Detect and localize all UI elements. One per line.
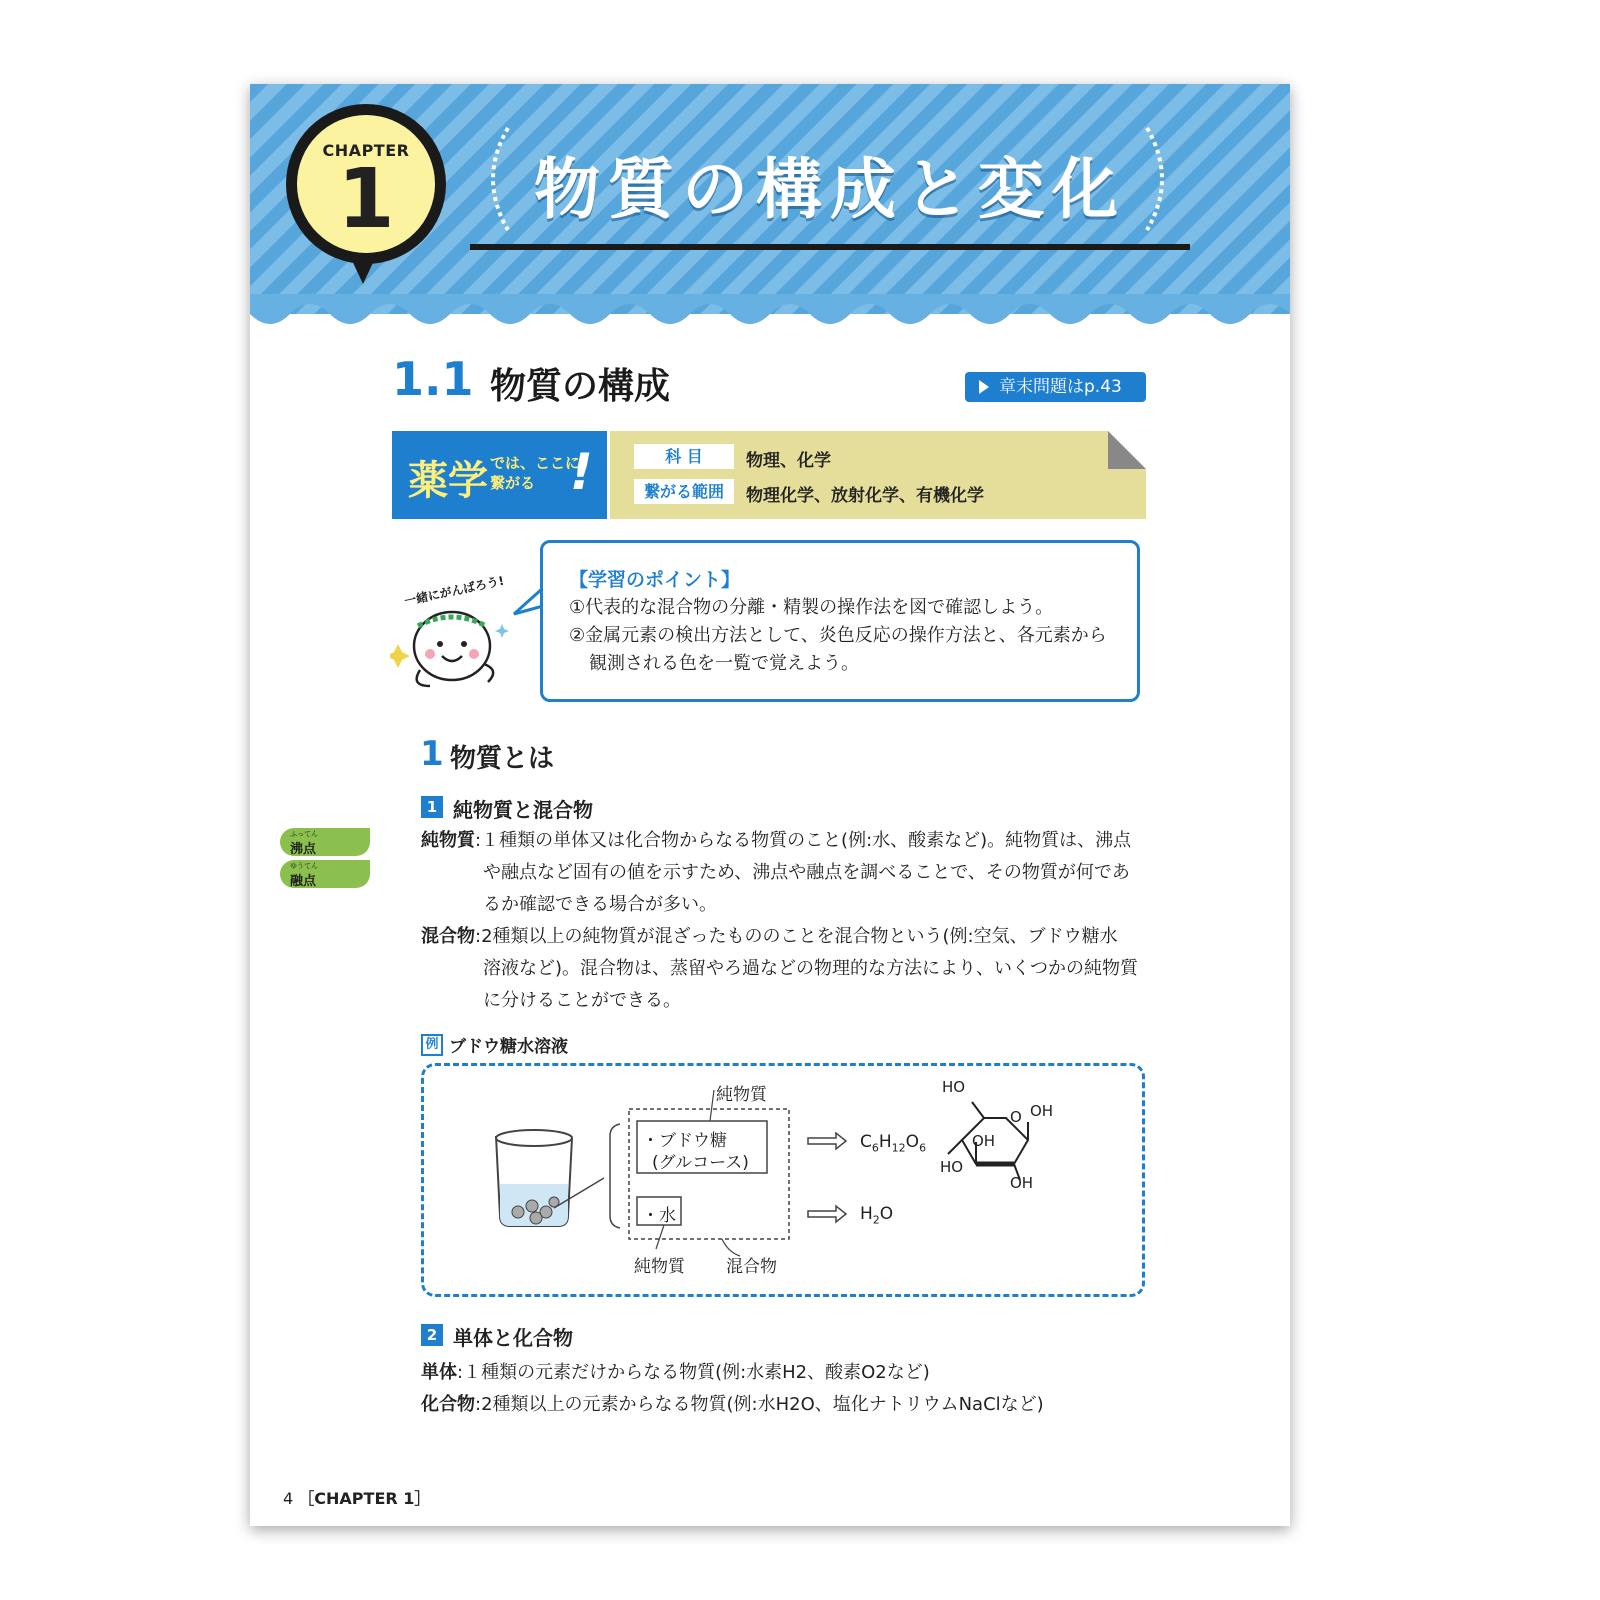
example-diagram <box>421 1063 1145 1297</box>
label-mixture-bottom: 混合物 <box>726 1257 777 1277</box>
chapter-badge <box>286 104 446 264</box>
definition-mixture <box>421 922 1118 948</box>
struct-label: HO <box>942 1078 966 1096</box>
term-element: 単体 <box>421 1362 457 1383</box>
struct-label: OH <box>1010 1174 1034 1192</box>
compound-text: :2種類以上の元素からなる物質(例:水H2O、塩化ナトリウムNaClなど) <box>475 1394 1044 1415</box>
term-pure: 純物質 <box>421 830 475 851</box>
learning-points-box <box>540 540 1140 702</box>
side-term-ruby: ふってん <box>290 830 318 838</box>
topic-number: 1 <box>420 734 444 774</box>
footer-chapter: ［CHAPTER 1］ <box>298 1489 431 1508</box>
element-text: :１種類の元素だけからなる物質(例:水素H2、酸素O2など) <box>457 1362 930 1383</box>
side-term-word: 融点 <box>290 874 317 889</box>
term-mixture: 混合物 <box>421 926 475 947</box>
arrow-right-icon <box>808 1133 846 1149</box>
arrow-right-icon <box>808 1206 846 1222</box>
pharmacy-banner <box>392 431 607 519</box>
subsection-number: 2 <box>421 1324 443 1346</box>
example-title: ブドウ糖水溶液 <box>449 1037 568 1057</box>
glucose-line1: ・ブドウ糖 <box>642 1131 727 1151</box>
struct-label: O <box>1010 1108 1022 1126</box>
side-term-tag <box>280 828 370 856</box>
learning-point-line: 観測される色を一覧で覚えよう。 <box>589 653 859 674</box>
mixture-line: 溶液など)。混合物は、蒸留やろ過などの物理的な方法により、いくつかの純物質 <box>483 958 1139 979</box>
panel-fold-shadow <box>1108 431 1146 469</box>
struct-label: OH <box>972 1132 996 1150</box>
mascot-speech: 一緒にがんばろう! <box>403 574 506 609</box>
side-term-ruby: ゆうてん <box>290 862 318 870</box>
subsection-title: 単体と化合物 <box>453 1326 573 1350</box>
definition-compound <box>421 1390 1044 1416</box>
learning-point-line: ②金属元素の検出方法として、炎色反応の操作方法と、各元素から <box>569 625 1107 646</box>
section-title: 物質の構成 <box>490 366 671 407</box>
glucose-line2: (グルコース) <box>652 1153 749 1173</box>
term-compound: 化合物 <box>421 1394 475 1415</box>
side-term-word: 沸点 <box>290 842 317 857</box>
struct-label: OH <box>1030 1102 1054 1120</box>
learning-points-heading: 【学習のポイント】 <box>569 569 741 591</box>
mixture-line: :2種類以上の純物質が混ざったもののことを混合物という(例:空気、ブドウ糖水 <box>475 926 1118 947</box>
banner-small-line2: 繋がる <box>490 474 536 492</box>
chapter-number: 1 <box>337 152 395 247</box>
formula-glucose: $C_6H_{12}O_6$ <box>860 1132 927 1155</box>
mixture-line: に分けることができる。 <box>483 990 681 1011</box>
subject-value: 物理、化学 <box>746 451 831 471</box>
example-diagram-art <box>424 1066 1144 1296</box>
chapter-title: 物質の構成と変化 <box>534 151 1126 228</box>
subsection-title: 純物質と混合物 <box>453 798 593 822</box>
banner-small-line1: では、ここに <box>490 454 581 472</box>
section-number: 1.1 <box>392 352 474 406</box>
page-footer <box>283 1486 430 1509</box>
scope-value: 物理化学、放射化学、有機化学 <box>746 486 984 506</box>
mascot-icon <box>390 574 520 694</box>
chapter-end-problems-link[interactable] <box>965 372 1146 402</box>
struct-label: HO <box>940 1158 964 1176</box>
label-pure-bottom: 純物質 <box>634 1257 685 1277</box>
play-arrow-icon <box>979 380 989 394</box>
pure-line: るか確認できる場合が多い。 <box>483 894 717 915</box>
banner-exclamation: ! <box>570 443 593 501</box>
chapter-label: CHAPTER <box>322 141 410 160</box>
scope-tag: 繋がる範囲 <box>634 479 734 504</box>
subsection-number: 1 <box>421 796 443 818</box>
left-bracket-icon <box>472 124 512 234</box>
textbook-page <box>250 84 1290 1526</box>
pure-line: や融点など固有の値を示すため、沸点や融点を調べることで、その物質が何であ <box>483 862 1130 883</box>
topic-title: 物質とは <box>450 744 555 774</box>
related-fields-panel <box>610 431 1146 519</box>
header-wave-edge <box>250 294 1290 334</box>
page-number: 4 <box>283 1489 294 1508</box>
learning-point-line: ①代表的な混合物の分離・精製の操作法を図で確認しよう。 <box>569 597 1054 618</box>
water-label: ・水 <box>642 1206 676 1226</box>
banner-small-text <box>490 453 580 493</box>
definition-pure <box>421 826 1131 852</box>
definition-element <box>421 1358 930 1384</box>
beaker-icon <box>496 1130 572 1226</box>
formula-water: $H_2O$ <box>860 1204 894 1227</box>
title-underline <box>470 244 1190 250</box>
label-pure-top: 純物質 <box>716 1085 767 1105</box>
subject-tag: 科 目 <box>634 444 734 469</box>
banner-big-text: 薬学 <box>408 458 488 504</box>
right-bracket-icon <box>1143 124 1183 234</box>
ref-button-label: 章末問題はp.43 <box>999 377 1122 397</box>
pure-line: :１種類の単体又は化合物からなる物質のこと(例:水、酸素など)。純物質は、沸点 <box>475 830 1132 851</box>
side-term-tag <box>280 860 370 888</box>
example-tag: 例 <box>421 1034 443 1056</box>
